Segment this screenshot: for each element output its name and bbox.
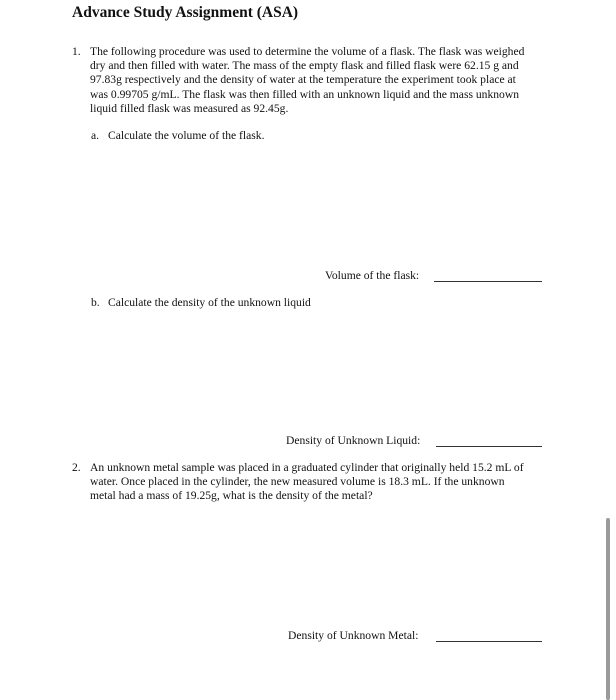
question-2-number: 2. xyxy=(72,461,81,474)
page-title: Advance Study Assignment (ASA) xyxy=(72,4,299,21)
question-1-line: liquid filled flask was measured as 92.45g. xyxy=(90,101,289,115)
question-1-line: was 0.99705 g/mL. The flask was then filled with an unknown liquid and the mass unknown xyxy=(90,87,520,101)
liquid-density-answer-blank[interactable] xyxy=(436,446,542,447)
volume-answer-blank[interactable] xyxy=(434,281,542,282)
question-2-text xyxy=(90,461,524,504)
vertical-scrollbar[interactable] xyxy=(606,518,610,700)
metal-density-answer-label: Density of Unknown Metal: xyxy=(288,629,419,642)
question-2-line: An unknown metal sample was placed in a graduated cylinder that originally held 15.2 mL of xyxy=(90,461,524,474)
question-1-number: 1. xyxy=(72,45,81,58)
part-a-text: Calculate the volume of the flask. xyxy=(108,129,265,142)
part-b-text: Calculate the density of the unknown liquid xyxy=(108,296,311,309)
metal-density-answer-blank[interactable] xyxy=(436,641,542,642)
question-1-text xyxy=(90,45,524,116)
volume-answer-label: Volume of the flask: xyxy=(325,269,420,282)
part-a-marker: a. xyxy=(91,129,100,142)
question-1-line: 97.83g respectively and the density of water at the temperature the experiment took place at xyxy=(90,73,516,87)
part-b-marker: b. xyxy=(91,296,100,309)
question-2-line: metal had a mass of 19.25g, what is the density of the metal? xyxy=(90,489,373,503)
question-1-line: dry and then filled with water. The mass of the empty flask and filled flask were 62.15 g and xyxy=(90,59,519,73)
question-1-line: The following procedure was used to determine the volume of a flask. The flask was weighed xyxy=(90,45,525,58)
question-2-line: water. Once placed in the cylinder, the new measured volume is 18.3 mL. If the unknown xyxy=(90,475,505,489)
liquid-density-answer-label: Density of Unknown Liquid: xyxy=(286,434,421,447)
